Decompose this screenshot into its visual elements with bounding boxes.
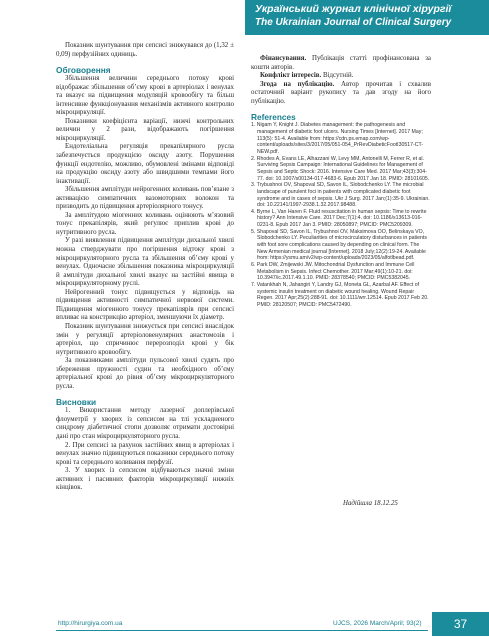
- footer-journal-citation: UJCS, 2026 March/April; 93(2): [333, 620, 422, 627]
- conflict-label: Конфлікт інтересів.: [260, 72, 322, 80]
- conclusion-item: 1. Використання методу лазерної доплерівської флоуметрії у хворих із сепсисом на тлі ускладненого синдрому діабетичної стопи дозволяє отримати достовірні дані про стан мікроциркуляторного русла.: [56, 407, 234, 440]
- reference-item: 4. Byrne L, Van Haren F. Fluid resuscitation in human sepsis: Time to rewrite history? Ann Intensive Care. 2017 Dec;7(1):4. doi: 10.1186/s13613-016-0231-8. Epub 2017 Jan 3. PMID: 28050897; PMCID: PMC5209309.: [251, 208, 427, 229]
- consent-label: Згода на публікацію.: [260, 80, 335, 88]
- reference-item: 2. Rhodes A, Evans LE, Alhazzani W, Levy MM, Antonelli M, Ferrer R, et al. Surviving Sepsis Campaign: International Guidelines for Management of Sepsis and Septic Shock: 2016. Intensive Care Med. 2017 Mar;43(3):304-77. doi: 10.1007/s00134-017-4683-6. Epub 2017 Jan 18. PMID: 28101605.: [251, 155, 430, 182]
- reference-item: 1. Nigam Y, Knight J. Diabetes management: the pathogenesis and management of diabetic foot ulcers. Nursing Times [Internet]. 2017 May; 113(5): 51-4. Available from: https://cdn.ps.emap.com/wp-content/uploads/sites/3/2017/05/051-054_PrRevDiabeticFootI30517-CT-NEW.pdf.: [251, 122, 424, 155]
- funding-statement: [251, 55, 431, 72]
- reference-item: 6. Park DW, Zmijewski JW. Mitochondrial Dysfunction and Immune Cell Metabolism in Sepsis. Infect Chemother. 2017 Mar;49(1):10-21. doi: 10.3947/ic.2017.49.1.10. PMID: 28378540; PMCID: PMC5382045.: [251, 262, 415, 282]
- right-column: [251, 55, 431, 309]
- consent-statement: [251, 81, 431, 107]
- journal-title-en: The Ukrainian Journal of Clinical Surgery: [255, 17, 452, 28]
- discussion-paragraph: Ендотеліальна регуляція прекапілярного русла забезпечується продукцією оксиду азоту. Порушення функції ендотелію, можливо, обумовлені змінами відповіді на продукцію оксиду азоту або швидшими темпами його інактивації.: [56, 143, 234, 185]
- conflict-statement: [251, 72, 431, 81]
- funding-text: Публікація статті профінансована за кошти авторів.: [251, 55, 431, 71]
- reference-item: 5. Shapoval SD, Savon IL, Trybushnoi OV, Maksimova OO, Belinskaya VO, Slobodchenko LY. Peculiarities of microcirculatory disturbances in patients with foot sore complications caused by depending on clinical form. The New Armenian medical journal [Internet]. 2018 July;12(2):19-24. Available from: https://ysmu.am/v2/wp-content/uploads/2023/05/alfotlbead.pdf.: [251, 228, 427, 262]
- funding-label: Фінансування.: [260, 55, 307, 62]
- discussion-heading: Обговорення: [56, 65, 111, 76]
- discussion-paragraph: Збільшення амплітуди нейрогенних коливань пов’язане з активацією симпатичних вазомоторних волокон та призводить до підвищення артеріолярного тонусу.: [56, 186, 234, 211]
- reference-item: 7. Vatankhah N, Jahangiri Y, Landry GJ, Moneta GL, Azarbal AF. Effect of systemic insulin treatment on diabetic wound healing. Wound Repair Regen. 2017 Apr;25(2):288-91. doi: 10.1111/wrr.12514. Epub 2017 Feb 20. PMID: 28120507; PMCID: PMC5472490.: [251, 282, 429, 308]
- discussion-paragraph: Показники коефіцієнта варіації, нижчі контрольних величин у 2 рази, відображають погіршення мікроциркуляції.: [56, 117, 234, 142]
- left-column: [56, 42, 234, 493]
- reference-item: 3. Trybushnoi OV, Shapoval SD, Savon IL, Slobodchenko LY. The microbial landscape of purulent foci in patients with complicated diabetic foot syndrome and in cases of sepsis. Ukr J Surg. 2017 Jan;(1):35-9. Ukrainian. doi: 10.22141/1997-2938.1.32.2017.98488.: [251, 182, 430, 209]
- conclusion-item: 2. При сепсисі за рахунок застійних явищ в артеріолах і венулах значно підвищуються показники середнього потоку крові та середнього коливання перфузії.: [56, 441, 234, 466]
- results-intro-paragraph: Показник шунтування при сепсисі знижувався до (1,32 ± 0,09) перфузійних одиниць.: [56, 42, 234, 58]
- journal-header-band: [245, 0, 489, 35]
- consent-text: Автор прочитав і схвалив остаточний варіант рукопису та дав згоду на його публікацію.: [251, 80, 431, 105]
- page-number: 37: [453, 617, 468, 631]
- received-date: Надійшла 18.12.25: [343, 500, 398, 507]
- discussion-paragraph: У разі виявлення підвищення амплітуди дихальної хвилі можна стверджувати про погіршення відтоку крові з мікроциркуляторного русла та збільшення об’єму крові у венулах. Одночасне збільшення показника мікроциркуляції й амплітуди дихальної хвилі вказує на застійні явища в мікроциркуляторному руслі.: [56, 237, 234, 288]
- discussion-paragraph: За амплітудою міогенних коливань оцінюють м’язовий тонус прекапілярів, який регулює приплив крові до нутритивного русла.: [56, 211, 234, 236]
- footer-divider: [56, 630, 428, 631]
- discussion-paragraph: Показник шунтування знижується при сепсисі внаслідок змін у регуляції артеріоловенулярних анастомозів і артеріол, що спричинює перерозподіл крові у бік нутритивного кровообігу.: [56, 322, 234, 356]
- conclusions-heading: Висновки: [56, 397, 97, 408]
- footer-url-link[interactable]: http://hirurgiya.com.ua: [58, 620, 123, 627]
- conflict-text: Відсутній.: [321, 72, 354, 80]
- discussion-paragraph: Збільшення величини середнього потоку крові відображає збільшення об’єму крові в артеріолах і венулах та вказує на підвищення модуляцій кровообігу та більш інтенсивне функціонування механізмів активного контролю мікроциркуляції.: [56, 75, 234, 117]
- journal-title-ua: Український журнал клінічної хірургії: [255, 3, 452, 15]
- references-heading: References: [251, 112, 296, 123]
- discussion-paragraph: За показниками амплітуди пульсової хвилі судять про збереження пружності судин та необхідного об’єму артеріальної крові до рівня об’єму мікроциркуляторного русла.: [56, 357, 234, 390]
- conclusion-item: 3. У хворих із сепсисом відбуваються значні зміни активних і пасивних факторів мікроциркуляції нижніх кінцівок.: [56, 467, 234, 492]
- page-number-badge: [432, 612, 489, 636]
- discussion-paragraph: Нейрогенний тонус підвищується у відповідь на підвищення активності симпатичної нервової системи. Підвищення міогенного тонусу прекапілярів при сепсисі впливає на констрикцію артеріол, зменшуючи їх діаметр.: [56, 288, 234, 322]
- references-list: [251, 122, 431, 308]
